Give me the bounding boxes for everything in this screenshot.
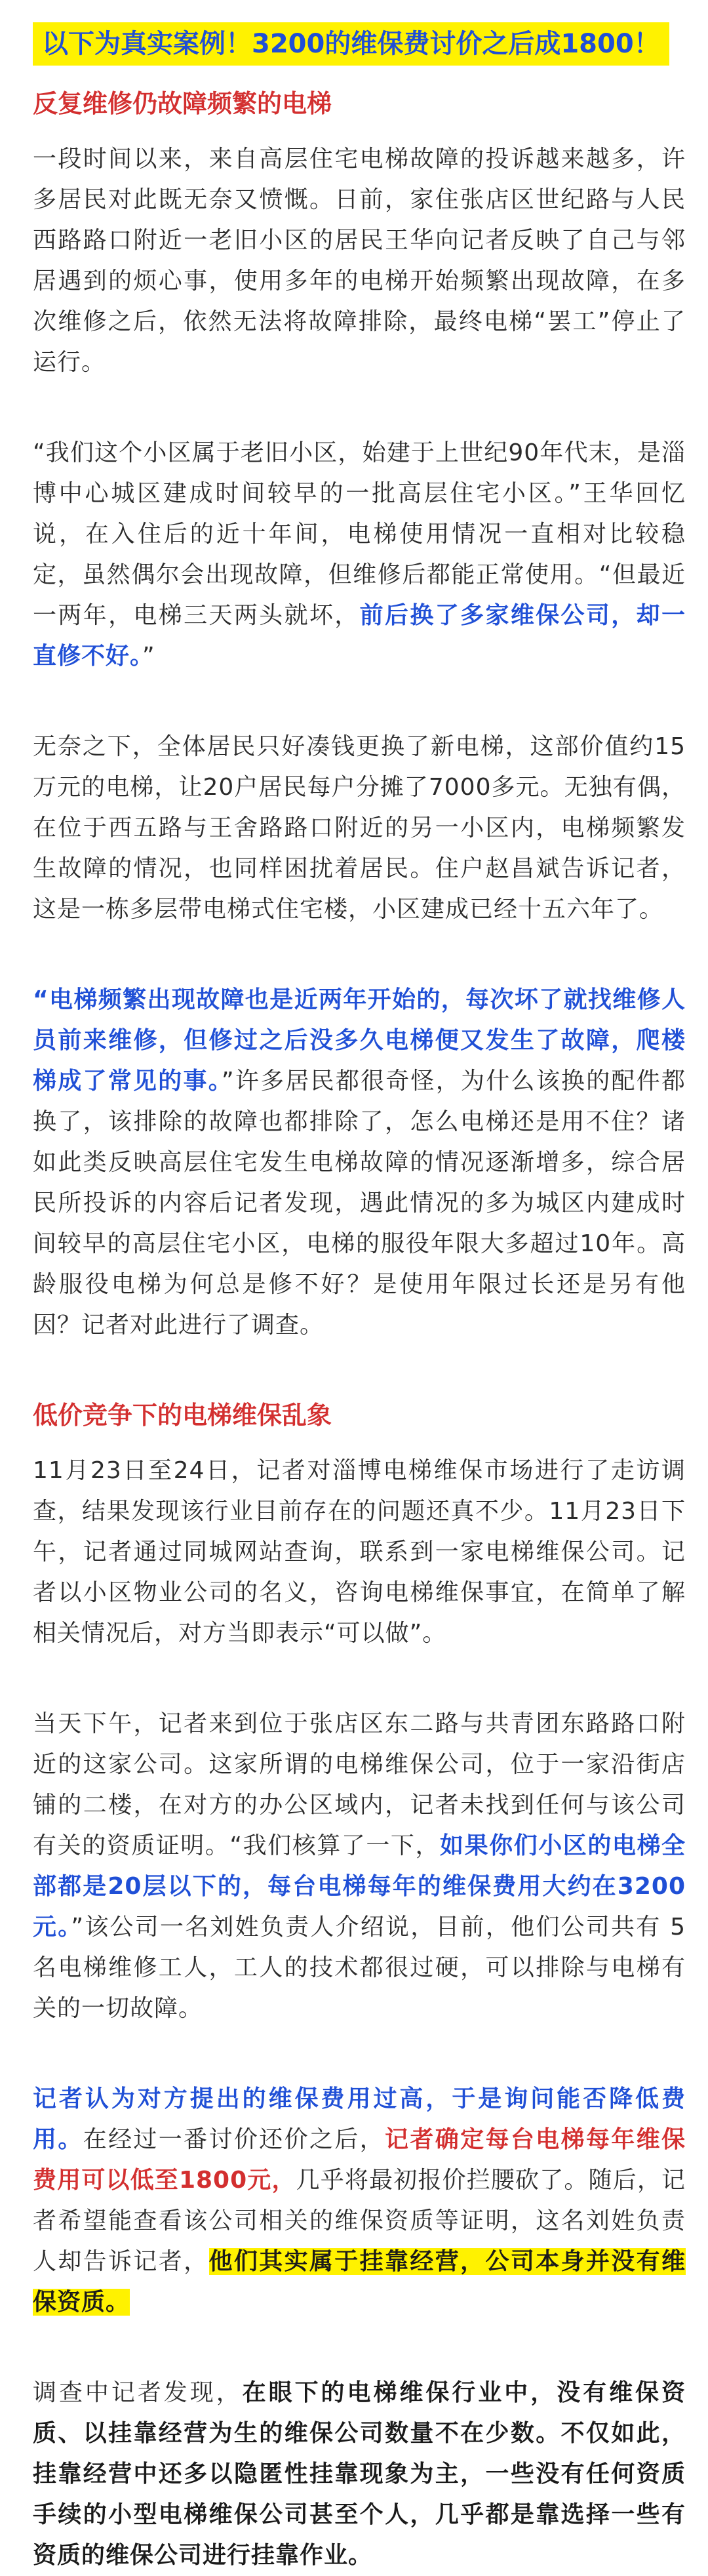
emphasis-price-text: 记者确定每台电梯每年维保费用可以低至1800元， (33, 2126, 686, 2194)
paragraph-text: ”该公司一名刘姓负责人介绍说，目前，他们公司共有 5名电梯维修工人，工人的技术都很过硬，可以排除与电梯有关的一切故障。 (33, 1914, 686, 2022)
emphasis-text: 记者认为对方提出的维保费用过高，于是询问能否降低费用。 (33, 2085, 686, 2153)
paragraph-text: 调查中记者发现， (33, 2379, 243, 2406)
paragraph-market-survey (33, 1451, 686, 1654)
highlighted-text: 他们其实属于挂靠经营，公司本身并没有维保资质。 (33, 2248, 686, 2316)
emphasis-text: 如果你们小区的电梯全部都是20层以下的，每台电梯每年的维保费用大约在3200元。 (33, 1832, 686, 1941)
paragraph-intro (33, 139, 686, 383)
section-title-low-price-competition: 低价竞争下的电梯维保乱象 (33, 1401, 332, 1430)
paragraph-text: 一段时间以来，来自高层住宅电梯故障的投诉越来越多，许多居民对此既无奈又愤慨。日前，家住张店区世纪路与人民西路路口附近一老旧小区的居民王华向记者反映了自己与邻居遇到的烦心事，使用多年的电梯开始频繁出现故障，在多次维修之后，依然无法将故障排除，最终电梯“罢工”停止了运行。 (33, 146, 686, 376)
paragraph-new-elevator (33, 727, 686, 930)
paragraph-text: ”许多居民都很奇怪，为什么该换的配件都换了，该排除的故障也都排除了，怎么电梯还是用不住？诸如此类反映高层住宅发生电梯故障的情况逐渐增多，综合居民所投诉的内容后记者发现，遇此情况的多为城区内建成时间较早的高层住宅小区，电梯的服役年限大多超过10年。高龄服役电梯为何总是修不好？是使用年限过长还是另有他因？记者对此进行了调查。 (33, 1068, 686, 1338)
paragraph-text: 当天下午，记者来到位于张店区东二路与共青团东路路口附近的这家公司。这家所谓的电梯维保公司，位于一家沿街店铺的二楼，在对方的办公区域内，记者未找到任何与该公司有关的资质证明。“我们核算了一下， (33, 1710, 686, 1859)
paragraph-industry-findings (33, 2373, 686, 2576)
paragraph-text: ” (142, 643, 155, 670)
paragraph-price-negotiation (33, 2079, 686, 2323)
paragraph-frequent-faults (33, 980, 686, 1346)
paragraph-text: 11月23日至24日，记者对淄博电梯维保市场进行了走访调查，结果发现该行业目前存在的问题还真不少。11月23日下午，记者通过同城网站查询，联系到一家电梯维保公司。记者以小区物业公司的名义，咨询电梯维保事宜，在简单了解相关情况后，对方当即表示“可以做”。 (33, 1457, 686, 1647)
headline-banner: 以下为真实案例！3200的维保费讨价之后成1800！ (33, 22, 669, 66)
emphasis-text: 前后换了多家维保公司，却一直修不好。 (33, 602, 686, 670)
paragraph-wang-hua-quote (33, 433, 686, 677)
bold-text: 在眼下的电梯维保行业中，没有维保资质、以挂靠经营为生的维保公司数量不在少数。不仅如此，挂靠经营中还多以隐匿性挂靠现象为主，一些没有任何资质手续的小型电梯维保公司甚至个人，几乎都是靠选择一些有资质的维保公司进行挂靠作业。 (33, 2379, 686, 2569)
section-title-repeated-repairs: 反复维修仍故障频繁的电梯 (33, 89, 332, 118)
paragraph-text: “我们这个小区属于老旧小区，始建于上世纪90年代末，是淄博中心城区建成时间较早的一批高层住宅小区。”王华回忆说，在入住后的近十年间，电梯使用情况一直相对比较稳定，虽然偶尔会出现故障，但维修后都能正常使用。“但最近一两年，电梯三天两头就坏， (33, 439, 686, 629)
paragraph-text: 无奈之下，全体居民只好凑钱更换了新电梯，这部价值约15万元的电梯，让20户居民每户分摊了7000多元。无独有偶，在位于西五路与王舍路路口附近的另一小区内，电梯频繁发生故障的情况，也同样困扰着居民。住户赵昌斌告诉记者，这是一栋多层带电梯式住宅楼，小区建成已经十五六年了。 (33, 733, 686, 923)
paragraph-text: 几乎将最初报价拦腰砍了。随后，记者希望能查看该公司相关的维保资质等证明，这名刘姓负责人却告诉记者， (33, 2167, 686, 2275)
paragraph-company-visit (33, 1704, 686, 2029)
emphasis-text: “电梯频繁出现故障也是近两年开始的，每次坏了就找维修人员前来维修，但修过之后没多久电梯便又发生了故障，爬楼梯成了常见的事。 (33, 986, 686, 1095)
paragraph-text: 在经过一番讨价还价之后， (83, 2126, 385, 2153)
